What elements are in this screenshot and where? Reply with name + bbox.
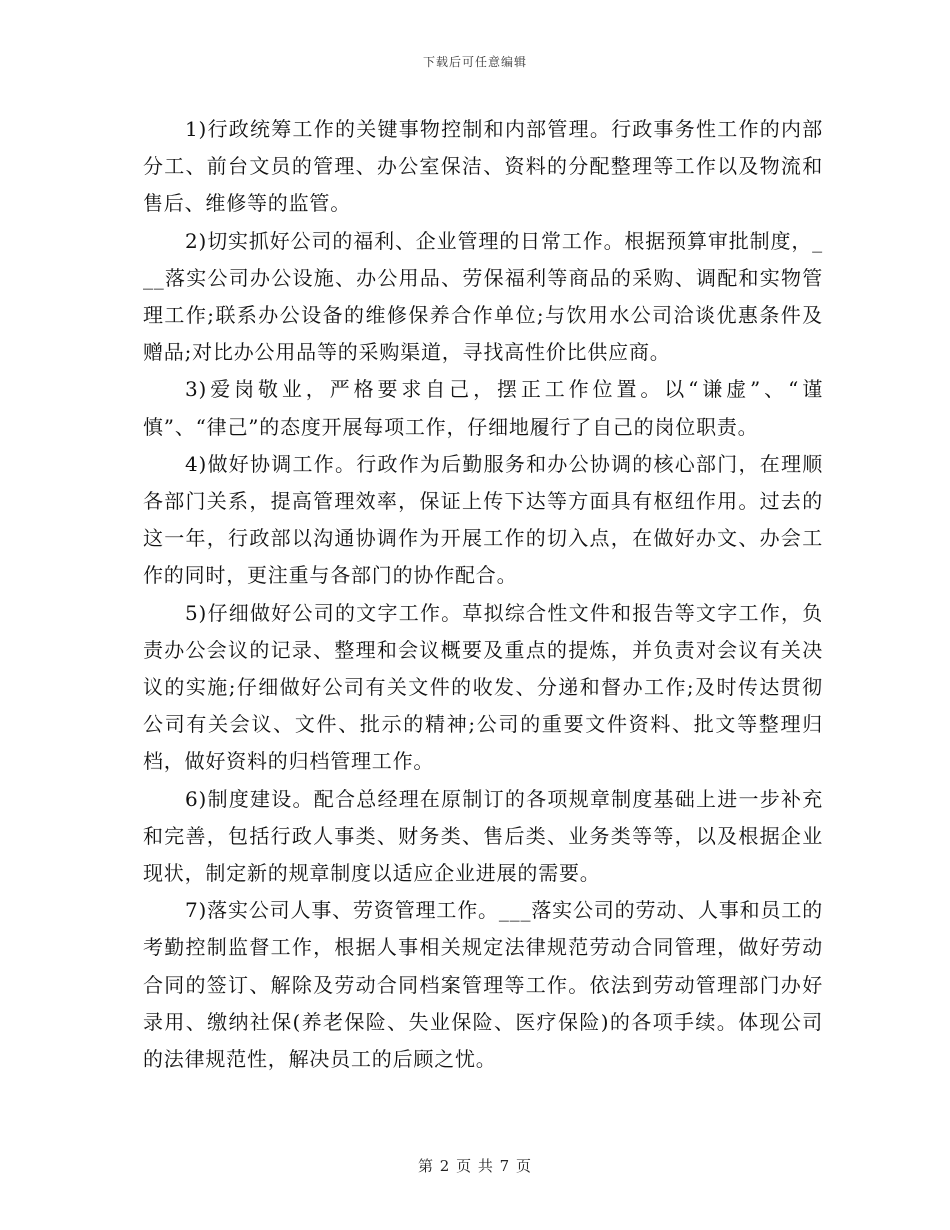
paragraph-6: 6)制度建设。配合总经理在原制订的各项规章制度基础上进一步补充和完善，包括行政人事类、财务类、售后类、业务类等等，以及根据企业现状，制定新的规章制度以适应企业进展的需要。 (143, 786, 823, 886)
document-body (143, 111, 823, 1078)
paragraph-2: 2)切实抓好公司的福利、企业管理的日常工作。根据预算审批制度，___落实公司办公设施、办公用品、劳保福利等商品的采购、调配和实物管理工作;联系办公设备的维修保养合作单位;与饮用水公司洽谈优惠条件及赠品;对比办公用品等的采购渠道，寻找高性价比供应商。 (143, 228, 823, 365)
paragraph-1: 1)行政统筹工作的关键事物控制和内部管理。行政事务性工作的内部分工、前台文员的管理、办公室保洁、资料的分配整理等工作以及物流和售后、维修等的监管。 (143, 117, 823, 216)
page-header: 下载后可任意编辑 (422, 55, 527, 69)
paragraph-5: 5)仔细做好公司的文字工作。草拟综合性文件和报告等文字工作，负责办公会议的记录、整理和会议概要及重点的提炼，并负责对会议有关决议的实施;仔细做好公司有关文件的收发、分递和督办工作;及时传达贯彻公司有关会议、文件、批示的精神;公司的重要文件资料、批文等整理归档，做好资料的归档管理工作。 (143, 600, 823, 774)
paragraph-4: 4)做好协调工作。行政作为后勤服务和办公协调的核心部门，在理顺各部门关系，提高管理效率，保证上传下达等方面具有枢纽作用。过去的这一年，行政部以沟通协调作为开展工作的切入点，在做好办文、办会工作的同时，更注重与各部门的协作配合。 (143, 451, 823, 588)
page-number-footer: 第 2 页 共 7 页 (418, 1157, 532, 1175)
paragraph-7: 7)落实公司人事、劳资管理工作。___落实公司的劳动、人事和员工的考勤控制监督工作，根据人事相关规定法律规范劳动合同管理，做好劳动合同的签订、解除及劳动合同档案管理等工作。依法到劳动管理部门办好录用、缴纳社保(养老保险、失业保险、医疗保险)的各项手续。体现公司的法律规范性，解决员工的后顾之忧。 (143, 898, 823, 1072)
paragraph-3: 3)爱岗敬业，严格要求自己，摆正工作位置。以“谦虚”、“谨慎”、“律己”的态度开展每项工作，仔细地履行了自己的岗位职责。 (143, 377, 823, 439)
